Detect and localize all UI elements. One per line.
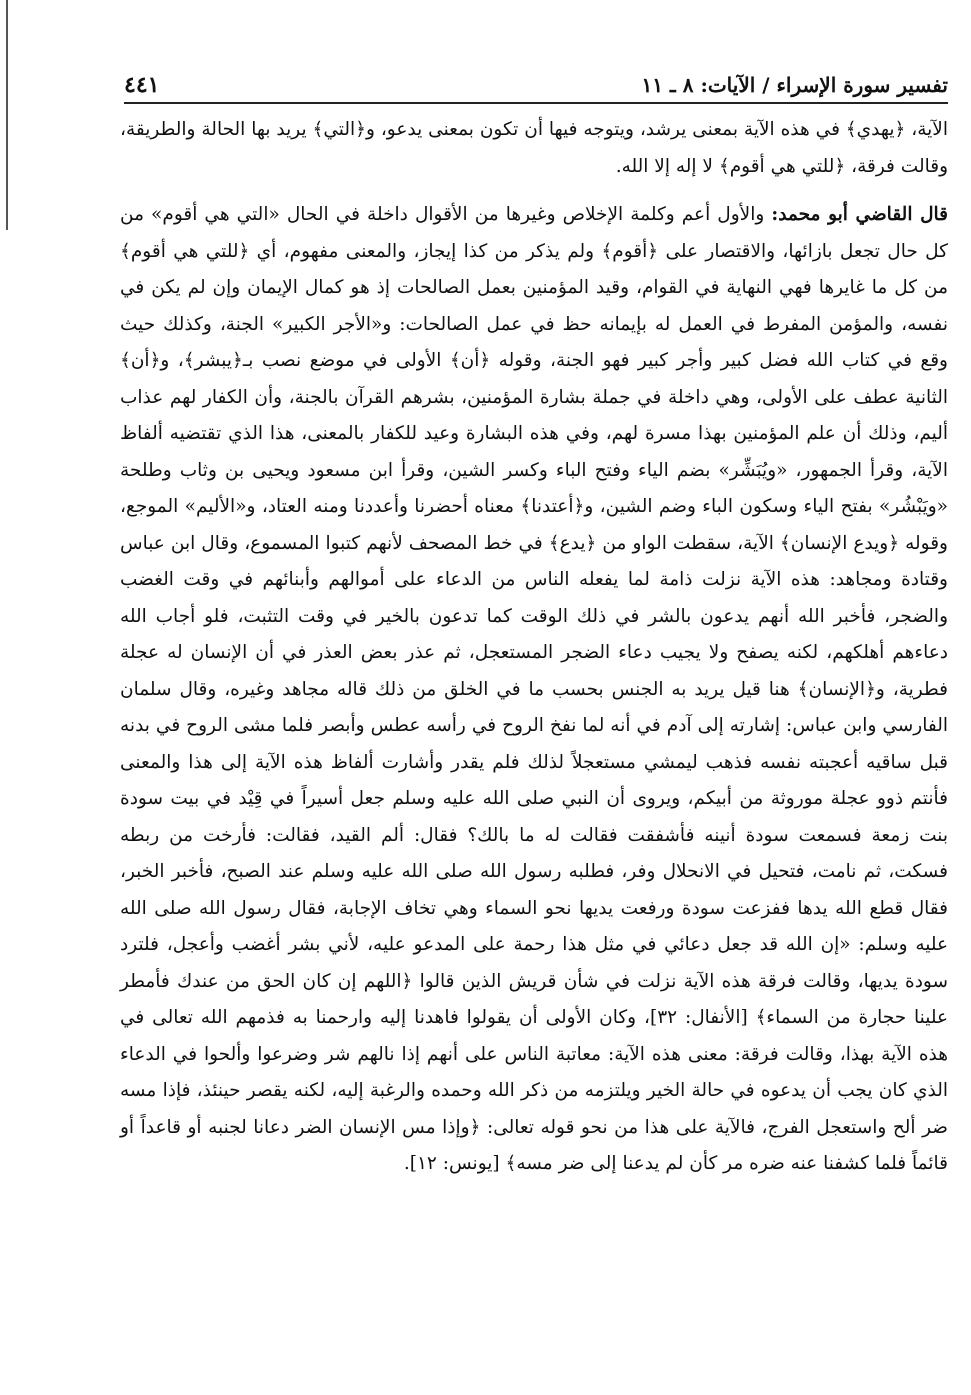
page-number: ٤٤١ <box>124 72 160 98</box>
paragraph-2-lead: قال القاضي أبو محمد: <box>771 204 949 225</box>
header-title: تفسير سورة الإسراء / الآيات: ٨ ـ ١١ <box>641 73 948 97</box>
scan-edge-line <box>6 0 8 230</box>
running-header <box>124 68 948 104</box>
paragraph-2 <box>120 197 948 1183</box>
body-text <box>120 112 948 1183</box>
paragraph-1: الآية، ﴿يهدي﴾ في هذه الآية بمعنى يرشد، ويتوجه فيها أن تكون بمعنى يدعو، و﴿التي﴾ يريد بها الحالة والطريقة، وقالت فرقة، ﴿للتي هي أقوم﴾ لا إله إلا الله. <box>120 119 948 177</box>
paragraph-2-text: والأول أعم وكلمة الإخلاص وغيرها من الأقوال داخلة في الحال «التي هي أقوم» من كل حال تجعل بازائها، والاقتصار على ﴿أقوم﴾ ولم يذكر من كذا إيجاز، والمعنى مفهوم، أي ﴿للتي هي أقوم﴾ من كل ما غايرها فهي النهاية في القوام، وقيد المؤمنين بعمل الصالحات إذ هو كمال الإيمان وإن لم يكن في نفسه، والمؤمن المفرط في العمل له بإيمانه حظ في عمل الصالحات: و«الأجر الكبير» الجنة، وكذلك حيث وقع في كتاب الله فضل كبير وأجر كبير فهو الجنة، وقوله ﴿أن﴾ الأولى في موضع نصب بـ﴿يبشر﴾، و﴿أن﴾ الثانية عطف على الأولى، وهي داخلة في جملة بشارة المؤمنين، بشرهم القرآن بالجنة، وأن الكفار لهم عذاب أليم، وذلك أن علم المؤمنين بهذا مسرة لهم، وفي هذه البشارة وعيد للكفار بالمعنى، هذا الذي تقتضيه ألفاظ الآية، وقرأ الجمهور، «ويُبَشِّر» بضم الياء وفتح الباء وكسر الشين، وقرأ ابن مسعود ويحيى بن وثاب وطلحة «ويَبْشُر» بفتح الياء وسكون الباء وضم الشين، و﴿أعتدنا﴾ معناه أحضرنا وأعددنا ومنه العتاد، و«الأليم» الموجع، وقوله ﴿ويدع الإنسان﴾ الآية، سقطت الواو من ﴿يدع﴾ في خط المصحف لأنهم كتبوا المسموع، وقال ابن عباس وقتادة ومجاهد: هذه الآية نزلت ذامة لما يفعله الناس من الدعاء على أموالهم وأبنائهم في وقت الغضب والضجر، فأخبر الله أنهم يدعون بالشر في ذلك الوقت كما تدعون بالخير في وقت التثبت، فلو أجاب الله دعاءهم أهلكهم، لكنه يصفح ولا يجيب دعاء الضجر المستعجل، ثم عذر بعض العذر في أن الإنسان له عجلة فطرية، و﴿الإنسان﴾ هنا قيل يريد به الجنس بحسب ما في الخلق من ذلك قاله مجاهد وغيره، وقال سلمان الفارسي وابن عباس: إشارته إلى آدم في أنه لما نفخ الروح في رأسه عطس وأبصر فلما مشى الروح في بدنه قبل ساقيه أعجبته نفسه فذهب ليمشي مستعجلاً لذلك فلم يقدر وأشارت ألفاظ هذه الآية إلى هذا والمعنى فأنتم ذوو عجلة موروثة من أبيكم، ويروى أن النبي صلى الله عليه وسلم جعل أسيراً في قِيْد في بيت سودة بنت زمعة فسمعت سودة أنينه فأشفقت فقالت له ما بالك؟ فقال: ألم القيد، فقالت: فأرخت من ربطه فسكت، ثم نامت، فتحيل في الانحلال وفر، فطلبه رسول الله صلى الله عليه وسلم عند الصبح، فأخبر الخبر، فقال قطع الله يدها ففزعت سودة ورفعت يديها نحو السماء وهي تخاف الإجابة، فقال رسول الله صلى الله عليه وسلم: «إن الله قد جعل دعائي في مثل هذا رحمة على المدعو عليه، لأني بشر أغضب وأعجل، فلترد سودة يديها، وقالت فرقة هذه الآية نزلت في شأن قريش الذين قالوا ﴿اللهم إن كان الحق من عندك فأمطر علينا حجارة من السماء﴾ [الأنفال: ٣٢]، وكان الأولى أن يقولوا فاهدنا إليه وارحمنا به فذمهم الله تعالى في هذه الآية بهذا، وقالت فرقة: معنى هذه الآية: معاتبة الناس على أنهم إذا نالهم شر وضرعوا وألحوا في الدعاء الذي كان يجب أن يدعوه في حالة الخير ويلتزمه من ذكر الله وحمده والرغبة إليه، لكنه يقصر حينئذ، فإذا مسه ضر ألح واستعجل الفرج، فالآية على هذا من نحو قوله تعالى: ﴿وإذا مس الإنسان الضر دعانا لجنبه أو قاعداً أو قائماً فلما كشفنا عنه ضره مر كأن لم يدعنا إلى ضر مسه﴾ [يونس: ١٢]. <box>120 204 948 1174</box>
